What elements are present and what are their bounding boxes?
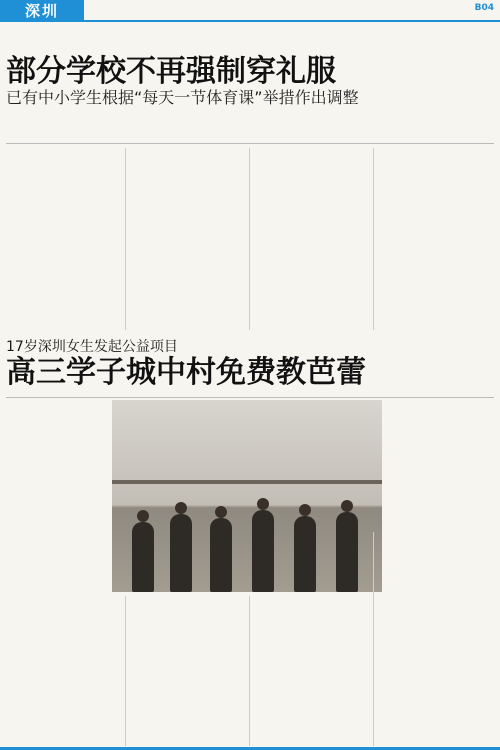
article2-col-d xyxy=(377,536,494,746)
page-header xyxy=(0,0,500,22)
dancer-figure xyxy=(294,516,316,592)
article1-col3 xyxy=(253,148,369,330)
column-divider xyxy=(373,532,374,746)
section-tab: 深圳 xyxy=(0,0,84,22)
article2-col4-top xyxy=(386,402,494,532)
column-divider xyxy=(373,148,374,330)
article2-col-b xyxy=(129,596,245,746)
dancer-figure xyxy=(132,522,154,592)
article2-col-a xyxy=(6,596,122,746)
article2-col1 xyxy=(6,402,108,548)
ballet-class-photo xyxy=(112,400,382,592)
article1-subhead: 已有中小学生根据“每天一节体育课”举措作出调整 xyxy=(6,88,359,107)
article2-headline: 高三学子城中村免费教芭蕾 xyxy=(6,355,366,390)
dancer-figure xyxy=(252,510,274,592)
article1-col2 xyxy=(129,148,245,330)
page-number: B04 xyxy=(474,3,494,13)
article2-col-c xyxy=(253,596,369,746)
article2-divider xyxy=(6,397,494,398)
article1-col4 xyxy=(377,148,494,330)
column-divider xyxy=(125,148,126,330)
article1-divider xyxy=(6,143,494,144)
dancer-figure xyxy=(170,514,192,592)
column-divider xyxy=(249,148,250,330)
column-divider xyxy=(249,596,250,746)
dancer-figure xyxy=(336,512,358,592)
article1-headline: 部分学校不再强制穿礼服 xyxy=(6,54,336,89)
column-divider xyxy=(125,596,126,746)
header-rule xyxy=(84,20,500,22)
dancer-figure xyxy=(210,518,232,592)
article1-lede xyxy=(6,112,494,140)
ballet-barre xyxy=(112,480,382,484)
article1-col1 xyxy=(6,148,122,330)
publication-meta xyxy=(475,3,494,13)
article2-kicker: 17岁深圳女生发起公益项目 xyxy=(6,339,178,355)
studio-mirror xyxy=(112,400,382,505)
